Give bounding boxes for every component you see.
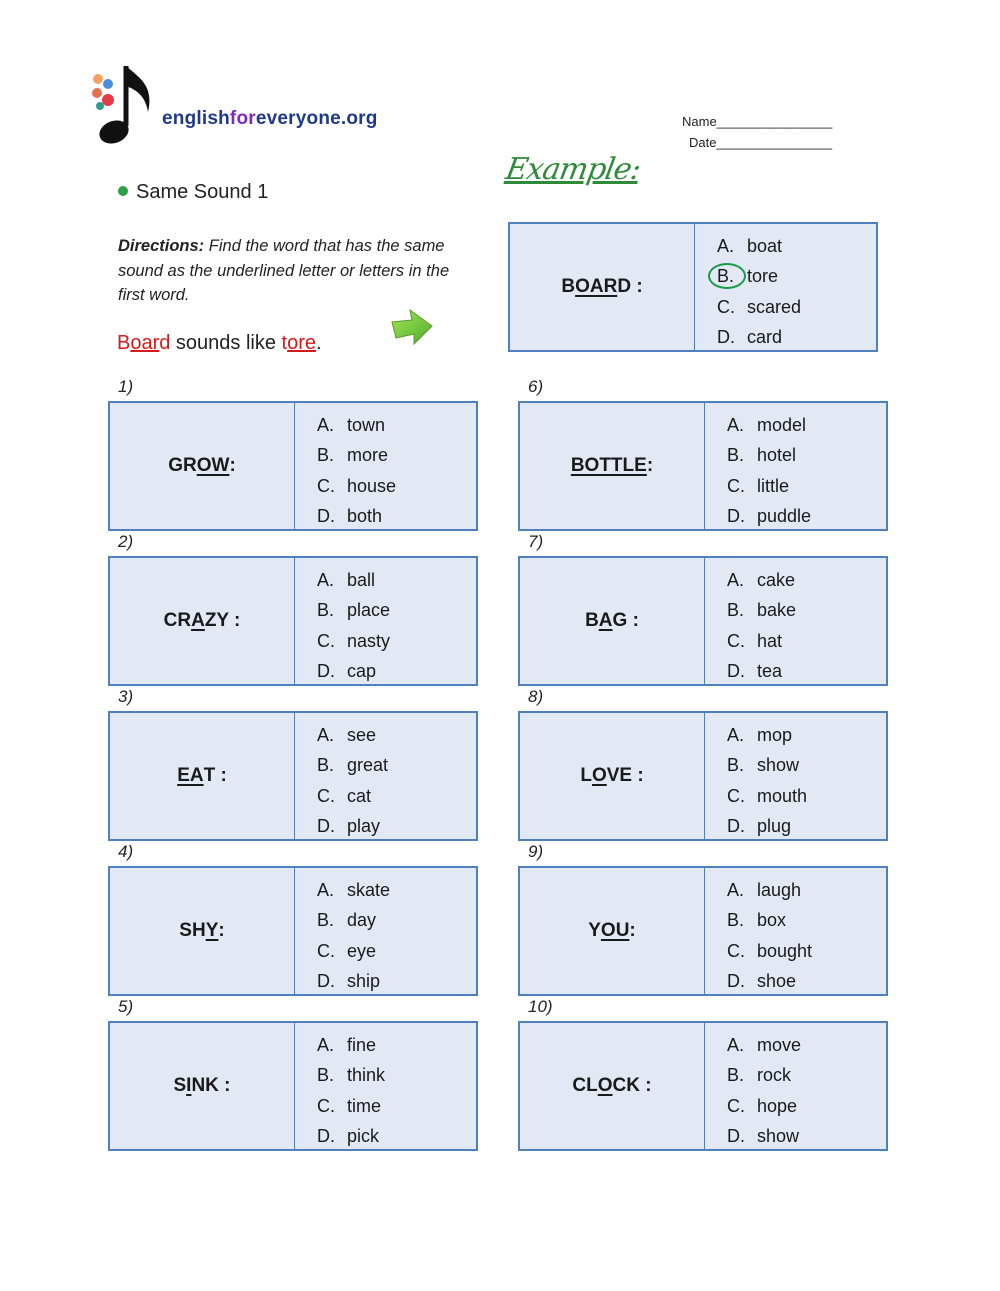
option-letter: A.	[727, 414, 745, 435]
option-letter: A.	[727, 1034, 745, 1055]
option-text: hat	[757, 630, 783, 651]
question-number: 4)	[118, 842, 134, 861]
example-options	[695, 224, 876, 350]
option-letter: A.	[317, 569, 335, 590]
option-text: move	[757, 1034, 802, 1055]
answer-option[interactable]	[727, 751, 886, 782]
green-arrow-icon	[388, 306, 434, 348]
example-heading: Example:	[502, 152, 643, 187]
question-number: 3)	[118, 687, 134, 706]
option-letter: D.	[727, 971, 745, 992]
option-text: bought	[757, 940, 813, 961]
option-letter: D.	[317, 816, 335, 837]
option-letter: B.	[317, 910, 335, 931]
answer-option[interactable]	[727, 626, 886, 657]
option-letter: D.	[727, 661, 745, 682]
question-number: 9)	[528, 842, 544, 861]
option-letter: A.	[317, 879, 335, 900]
option-text: fine	[347, 1034, 377, 1055]
answer-option[interactable]	[317, 936, 476, 967]
question-box	[518, 711, 888, 841]
question-word: EA T :	[110, 713, 295, 839]
answer-option[interactable]	[317, 967, 476, 998]
option-letter: B.	[317, 445, 335, 466]
answer-option[interactable]	[317, 596, 476, 627]
option-text: pick	[347, 1126, 380, 1147]
option-letter: A.	[727, 569, 745, 590]
answer-options	[705, 868, 886, 994]
directions-text: Directions: Find the word that has the same sound as the underlined letter or letters in the first word.	[118, 237, 450, 304]
answer-options	[705, 403, 886, 529]
option-text: see	[347, 724, 377, 745]
answer-options	[295, 868, 476, 994]
answer-option[interactable]	[727, 936, 886, 967]
answer-options	[705, 713, 886, 839]
option-text: bake	[757, 600, 797, 621]
answer-option[interactable]	[317, 471, 476, 502]
answer-option[interactable]	[317, 441, 476, 472]
answer-option[interactable]	[317, 751, 476, 782]
option-text: eye	[347, 940, 377, 961]
option-letter: C.	[727, 785, 745, 806]
option-letter: A.	[317, 724, 335, 745]
answer-option[interactable]	[727, 781, 886, 812]
option-text: shoe	[757, 971, 797, 992]
date-field[interactable]: Date________________	[689, 135, 833, 150]
option-letter: C.	[317, 785, 335, 806]
example-box	[508, 222, 878, 352]
option-letter: D.	[317, 661, 335, 682]
question-box	[518, 1021, 888, 1151]
answer-option[interactable]	[317, 1030, 476, 1061]
question-number: 6)	[528, 377, 544, 396]
question-number: 2)	[118, 532, 134, 551]
answer-option[interactable]	[317, 1091, 476, 1122]
option-text: model	[757, 414, 807, 435]
question-number: 1)	[118, 377, 134, 396]
option-letter: C.	[317, 630, 335, 651]
answer-option[interactable]	[727, 441, 886, 472]
option-letter: D.	[317, 971, 335, 992]
option-letter: D.	[727, 816, 745, 837]
option-selected: B. tore	[717, 262, 876, 293]
option-text: cake	[757, 569, 796, 590]
option-text: rock	[757, 1065, 792, 1086]
answer-option[interactable]	[727, 1061, 886, 1092]
worksheet-title: Same Sound 1	[118, 181, 268, 204]
site-logo-text: englishforeveryone.org	[162, 108, 378, 129]
question-word: BOTTLE :	[520, 403, 705, 529]
option-letter: B.	[727, 755, 745, 776]
answer-option[interactable]	[317, 657, 476, 688]
question-box	[518, 866, 888, 996]
option-text: house	[347, 475, 397, 496]
answer-option[interactable]	[317, 410, 476, 441]
question-word: GR OW :	[110, 403, 295, 529]
option-letter: D.	[727, 1126, 745, 1147]
option-text: laugh	[757, 879, 802, 900]
option-text: hope	[757, 1095, 798, 1116]
answer-option[interactable]	[317, 626, 476, 657]
option-text: tea	[757, 661, 783, 682]
answer-options	[295, 1023, 476, 1149]
option-letter: A.	[727, 879, 745, 900]
option-text: town	[347, 414, 386, 435]
answer-option[interactable]	[727, 1030, 886, 1061]
option-text: show	[757, 755, 800, 776]
option-text: play	[347, 816, 381, 837]
option-letter: C.	[727, 940, 745, 961]
option-letter: B.	[727, 600, 745, 621]
answer-option[interactable]	[727, 596, 886, 627]
answer-option[interactable]	[727, 720, 886, 751]
option-text: cap	[347, 661, 377, 682]
answer-option[interactable]	[727, 812, 886, 843]
answer-option[interactable]	[317, 502, 476, 533]
sounds-like-example: Board sounds like tore.	[117, 332, 322, 354]
question-box	[518, 556, 888, 686]
option-text: place	[347, 600, 391, 621]
option-letter: B.	[727, 445, 745, 466]
option-text: nasty	[347, 630, 391, 651]
answer-option[interactable]	[727, 471, 886, 502]
question-box	[108, 711, 478, 841]
answer-option[interactable]	[727, 967, 886, 998]
question-number: 7)	[528, 532, 544, 551]
option-text: day	[347, 910, 377, 931]
option-letter: D.	[317, 506, 335, 527]
question-word: SH Y :	[110, 868, 295, 994]
answer-option[interactable]	[317, 1122, 476, 1153]
question-number: 5)	[118, 997, 134, 1016]
option-text: mouth	[757, 785, 808, 806]
option: D. card	[717, 327, 783, 348]
option: C. scared	[717, 296, 802, 317]
option-letter: D.	[727, 506, 745, 527]
question-word: L O VE :	[520, 713, 705, 839]
answer-option[interactable]	[727, 410, 886, 441]
option-letter: B.	[317, 755, 335, 776]
option-letter: C.	[727, 475, 745, 496]
answer-options	[705, 1023, 886, 1149]
answer-option[interactable]	[727, 906, 886, 937]
question-number: 8)	[528, 687, 544, 706]
bullet-icon	[118, 186, 128, 196]
name-field[interactable]: Name________________	[682, 114, 833, 129]
option-text: box	[757, 910, 787, 931]
question-number: 10)	[528, 997, 553, 1016]
option-letter: C.	[317, 1095, 335, 1116]
answer-option[interactable]	[727, 502, 886, 533]
option-text: hotel	[757, 445, 797, 466]
option-letter: B.	[317, 1065, 335, 1086]
answer-option[interactable]	[727, 875, 886, 906]
option-letter: C.	[317, 940, 335, 961]
option-text: ship	[347, 971, 381, 992]
question-box	[108, 1021, 478, 1151]
answer-option[interactable]	[727, 1091, 886, 1122]
option-letter: A.	[317, 1034, 335, 1055]
question-box	[108, 866, 478, 996]
option-text: cat	[347, 785, 372, 806]
option-letter: C.	[727, 630, 745, 651]
answer-option[interactable]	[317, 720, 476, 751]
option-letter: D.	[317, 1126, 335, 1147]
question-word: CR A ZY :	[110, 558, 295, 684]
answer-option[interactable]	[727, 657, 886, 688]
option-text: great	[347, 755, 389, 776]
option-text: both	[347, 506, 383, 527]
option-text: ball	[347, 569, 376, 590]
answer-options	[705, 558, 886, 684]
option-text: time	[347, 1095, 382, 1116]
question-word: CL O CK :	[520, 1023, 705, 1149]
answer-options	[295, 558, 476, 684]
question-box	[518, 401, 888, 531]
question-word: S I NK :	[110, 1023, 295, 1149]
option-letter: C.	[727, 1095, 745, 1116]
option-text: mop	[757, 724, 793, 745]
option-letter: B.	[727, 910, 745, 931]
question-box	[108, 401, 478, 531]
music-note-logo-icon	[88, 62, 158, 148]
option-letter: A.	[727, 724, 745, 745]
answer-option[interactable]	[317, 812, 476, 843]
answer-option[interactable]	[317, 781, 476, 812]
answer-option[interactable]	[317, 875, 476, 906]
answer-options	[295, 713, 476, 839]
question-word: B A G :	[520, 558, 705, 684]
answer-option[interactable]	[317, 565, 476, 596]
option-letter: C.	[317, 475, 335, 496]
option-text: puddle	[757, 506, 812, 527]
option: A. boat	[717, 235, 783, 256]
answer-option[interactable]	[727, 1122, 886, 1153]
answer-options	[295, 403, 476, 529]
option-text: plug	[757, 816, 792, 837]
option-text: skate	[347, 879, 391, 900]
option-letter: B.	[317, 600, 335, 621]
option-letter: A.	[317, 414, 335, 435]
option-text: think	[347, 1065, 386, 1086]
option-text: little	[757, 475, 790, 496]
question-box	[108, 556, 478, 686]
question-word: Y OU :	[520, 868, 705, 994]
selection-circle-icon	[708, 263, 746, 289]
answer-option[interactable]	[317, 906, 476, 937]
option-letter: B.	[727, 1065, 745, 1086]
answer-option[interactable]	[727, 565, 886, 596]
option-text: more	[347, 445, 389, 466]
example-word: B OAR D :	[510, 224, 695, 350]
answer-option[interactable]	[317, 1061, 476, 1092]
option-text: show	[757, 1126, 800, 1147]
